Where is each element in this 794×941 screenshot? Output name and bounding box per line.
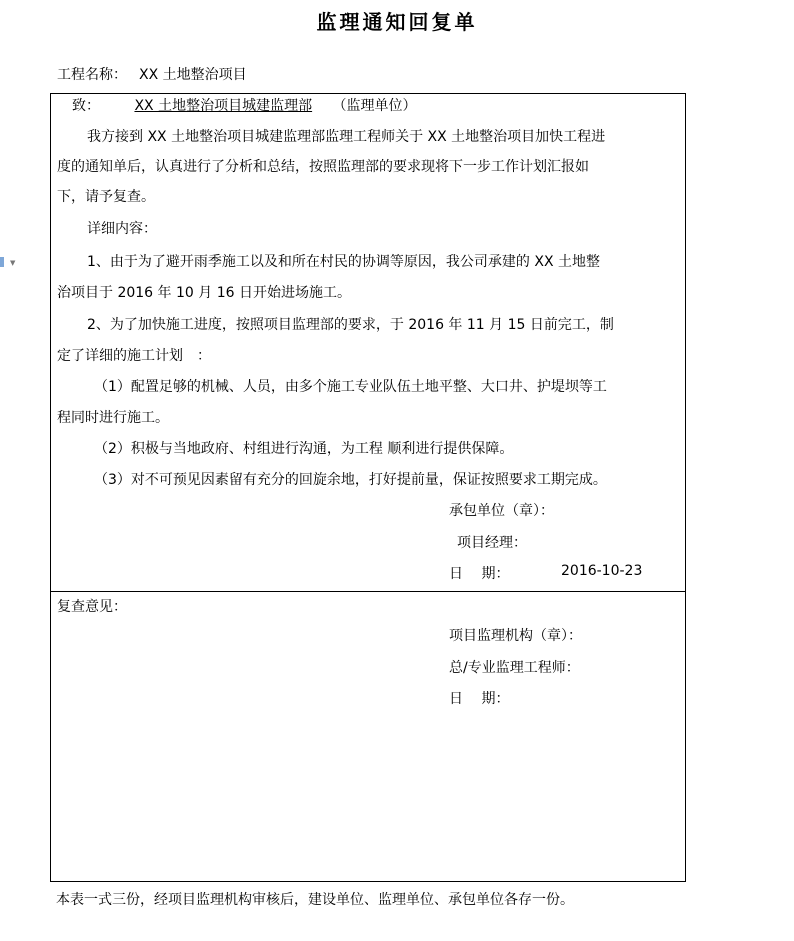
project-name-row — [57, 64, 247, 84]
reply-form-frame — [50, 93, 686, 882]
item2-line1: 2、为了加快施工进度，按照项目监理部的要求，于 2016 年 11 月 15 日前完工，制 — [87, 317, 614, 333]
contractor-unit-label: 承包单位（章）： — [449, 503, 554, 519]
document-title: 监理通知回复单 — [316, 10, 478, 34]
review-heading: 复查意见： — [57, 599, 127, 615]
supervision-engineer-label: 总/专业监理工程师： — [449, 660, 580, 676]
body-para1-line1: 我方接到 XX 土地整治项目城建监理部监理工程师关于 XX 土地整治项目加快工程进 — [87, 129, 606, 145]
project-manager-label: 项目经理： — [457, 535, 527, 551]
item1-line2: 治项目于 2016 年 10 月 16 日开始进场施工。 — [57, 285, 351, 301]
addressee-row — [72, 95, 417, 115]
project-name-label: 工程名称： — [57, 67, 127, 83]
contractor-date-label: 日 期： — [449, 566, 510, 582]
page-edge-marker — [0, 257, 4, 267]
dropdown-arrow-icon: ▼ — [10, 259, 16, 267]
detail-heading: 详细内容： — [87, 221, 157, 237]
item1-line1: 1、由于为了避开雨季施工以及和所在村民的协调等原因，我公司承建的 XX 土地整 — [87, 254, 600, 270]
addressee-name: XX 土地整治项目城建监理部 — [134, 98, 313, 114]
body-para1-line2: 度的通知单后，认真进行了分析和总结，按照监理部的要求现将下一步工作计划汇报如 — [57, 159, 589, 175]
item2-line2: 定了详细的施工计划 ： — [57, 348, 211, 364]
addressee-prefix: 致： — [72, 98, 100, 114]
supervision-org-label: 项目监理机构（章）： — [449, 628, 582, 644]
review-date-label: 日 期： — [449, 691, 510, 707]
sub-item3: （3）对不可预见因素留有充分的回旋余地，打好提前量，保证按照要求工期完成。 — [94, 472, 607, 488]
sub-item2: （2）积极与当地政府、村组进行沟通，为工程 顺利进行提供保障。 — [94, 441, 514, 457]
project-name-value: XX 土地整治项目 — [139, 67, 247, 83]
footer-note: 本表一式三份，经项目监理机构审核后，建设单位、监理单位、承包单位各存一份。 — [56, 892, 574, 908]
sub-item1-line2: 程同时进行施工。 — [57, 410, 169, 426]
contractor-date-value: 2016-10-23 — [561, 563, 643, 579]
addressee-suffix: （监理单位） — [332, 98, 417, 114]
section-divider — [51, 591, 685, 592]
sub-item1-line1: （1）配置足够的机械、人员，由多个施工专业队伍土地平整、大口井、护堤坝等工 — [94, 379, 607, 395]
body-para1-line3: 下，请予复查。 — [57, 189, 155, 205]
